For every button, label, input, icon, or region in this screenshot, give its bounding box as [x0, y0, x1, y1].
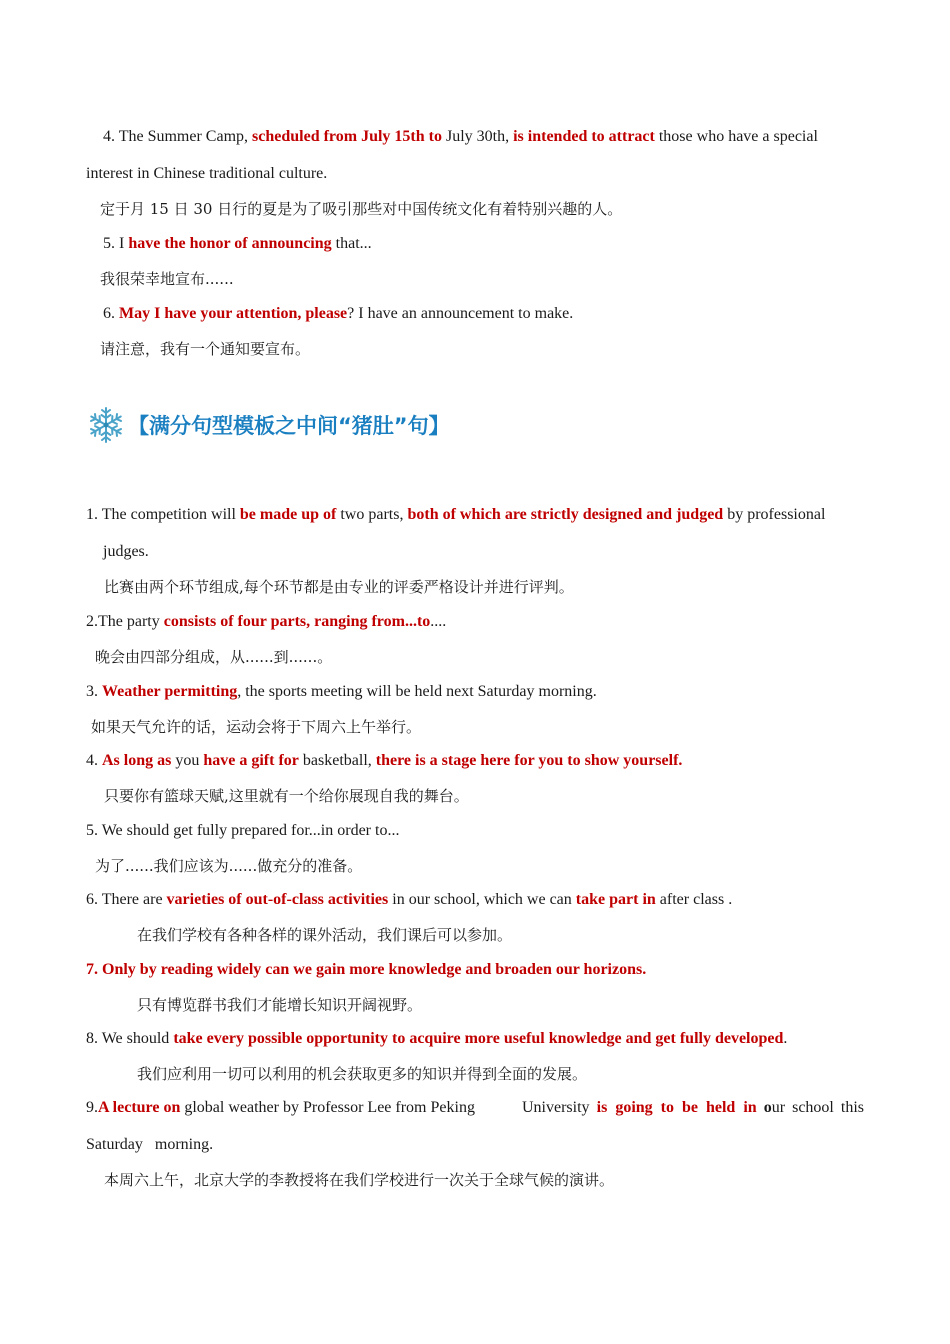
announcing-sentence: [103, 234, 372, 254]
text: ....: [430, 613, 447, 630]
bold-letter: o: [763, 1099, 772, 1116]
reading-sentence: [86, 960, 646, 980]
key-phrase: have a gift for: [203, 752, 299, 769]
key-phrase: take every possible opportunity to acquire more useful knowledge and get fully developed: [173, 1030, 784, 1047]
text: global weather by Professor Lee from Peking: [180, 1099, 475, 1116]
basketball-translation: 只要你有篮球天赋,这里就有一个给你展现自我的舞台。: [104, 787, 469, 805]
lecture-sentence-part1: [86, 1098, 475, 1118]
text: those who have a special: [654, 128, 818, 145]
key-phrase: both of which are strictly designed and judged: [407, 506, 724, 523]
lecture-sentence-cont: Saturday morning.: [86, 1136, 214, 1153]
text: 8. We should: [86, 1030, 174, 1047]
text: two parts,: [336, 506, 408, 523]
section-title: 【满分句型模板之中间“猪肚”句】: [128, 414, 450, 438]
text: 6. There are: [86, 891, 167, 908]
opportunity-sentence: [86, 1029, 787, 1049]
text: ur school this: [771, 1099, 864, 1116]
text-run: [764, 1098, 864, 1118]
text: ? I have an announcement to make.: [347, 305, 574, 322]
section-heading: [86, 402, 450, 448]
weather-translation: 如果天气允许的话，运动会将于下周六上午举行。: [91, 718, 422, 736]
reading-translation: 只有博览群书我们才能增长知识开阔视野。: [137, 996, 423, 1014]
text: 5. I: [103, 235, 129, 252]
key-phrase: May I have your attention, please: [119, 305, 348, 322]
key-phrase: have the honor of announcing: [128, 235, 332, 252]
activities-sentence: [86, 890, 732, 910]
key-phrase: is intended to attract: [513, 128, 655, 145]
key-phrase: scheduled from July 15th to: [252, 128, 442, 145]
party-translation: 晚会由四部分组成，从......到......。: [95, 648, 333, 666]
basketball-sentence: [86, 751, 682, 771]
lecture-sentence-part2: [522, 1098, 864, 1118]
text: after class .: [655, 891, 733, 908]
key-phrase: take part in: [575, 891, 656, 908]
text: 9.: [86, 1099, 98, 1116]
attention-translation: 请注意，我有一个通知要宣布。: [100, 340, 311, 358]
announcing-translation: 我很荣幸地宣布......: [100, 270, 234, 288]
activities-translation: 在我们学校有各种各样的课外活动，我们课后可以参加。: [137, 926, 513, 944]
summer-camp-translation: 定于月 15 日 30 日行的夏是为了吸引那些对中国传统文化有着特别兴趣的人。: [100, 200, 623, 218]
summer-camp-sentence-cont: interest in Chinese traditional culture.: [86, 165, 328, 182]
text: you: [171, 752, 204, 769]
text: that...: [331, 235, 372, 252]
text: 1. The competition will: [86, 506, 240, 523]
snowflake-icon: [86, 405, 126, 445]
party-sentence: [86, 612, 446, 632]
prepared-sentence: 5. We should get fully prepared for...in order to...: [86, 822, 400, 839]
text: 3.: [86, 683, 102, 700]
text: in our school, which we can: [388, 891, 576, 908]
competition-sentence: [86, 505, 825, 525]
text: 7.: [86, 961, 102, 978]
text: 2.The party: [86, 613, 164, 630]
prepared-translation: 为了......我们应该为......做充分的准备。: [95, 857, 363, 875]
attention-sentence: [103, 304, 573, 324]
text: 4. The Summer Camp,: [103, 128, 253, 145]
text: July 30th,: [441, 128, 514, 145]
text: .: [783, 1030, 788, 1047]
key-phrase: be made up of: [239, 506, 337, 523]
text: by professional: [723, 506, 826, 523]
key-phrase: As long as: [102, 752, 172, 769]
key-phrase: is going to be held in: [596, 1099, 757, 1116]
key-phrase: varieties of out-of-class activities: [166, 891, 389, 908]
key-phrase: A lecture on: [98, 1099, 181, 1116]
key-phrase: there is a stage here for you to show yourself.: [375, 752, 683, 769]
opportunity-translation: 我们应利用一切可以利用的机会获取更多的知识并得到全面的发展。: [137, 1065, 588, 1083]
weather-sentence: [86, 682, 597, 702]
text: basketball,: [298, 752, 376, 769]
text: , the sports meeting will be held next Saturday morning.: [237, 683, 597, 700]
text: University: [522, 1099, 590, 1116]
key-phrase: consists of four parts, ranging from...to: [163, 613, 431, 630]
competition-sentence-cont: judges.: [103, 543, 149, 560]
text: 6.: [103, 305, 119, 322]
summer-camp-sentence: [103, 127, 818, 147]
key-phrase: Only by reading widely can we gain more knowledge and broaden our horizons.: [102, 961, 647, 978]
key-phrase: Weather permitting: [102, 683, 238, 700]
competition-translation: 比赛由两个环节组成,每个环节都是由专业的评委严格设计并进行评判。: [104, 578, 574, 596]
lecture-translation: 本周六上午，北京大学的李教授将在我们学校进行一次关于全球气候的演讲。: [104, 1171, 615, 1189]
text: 4.: [86, 752, 102, 769]
